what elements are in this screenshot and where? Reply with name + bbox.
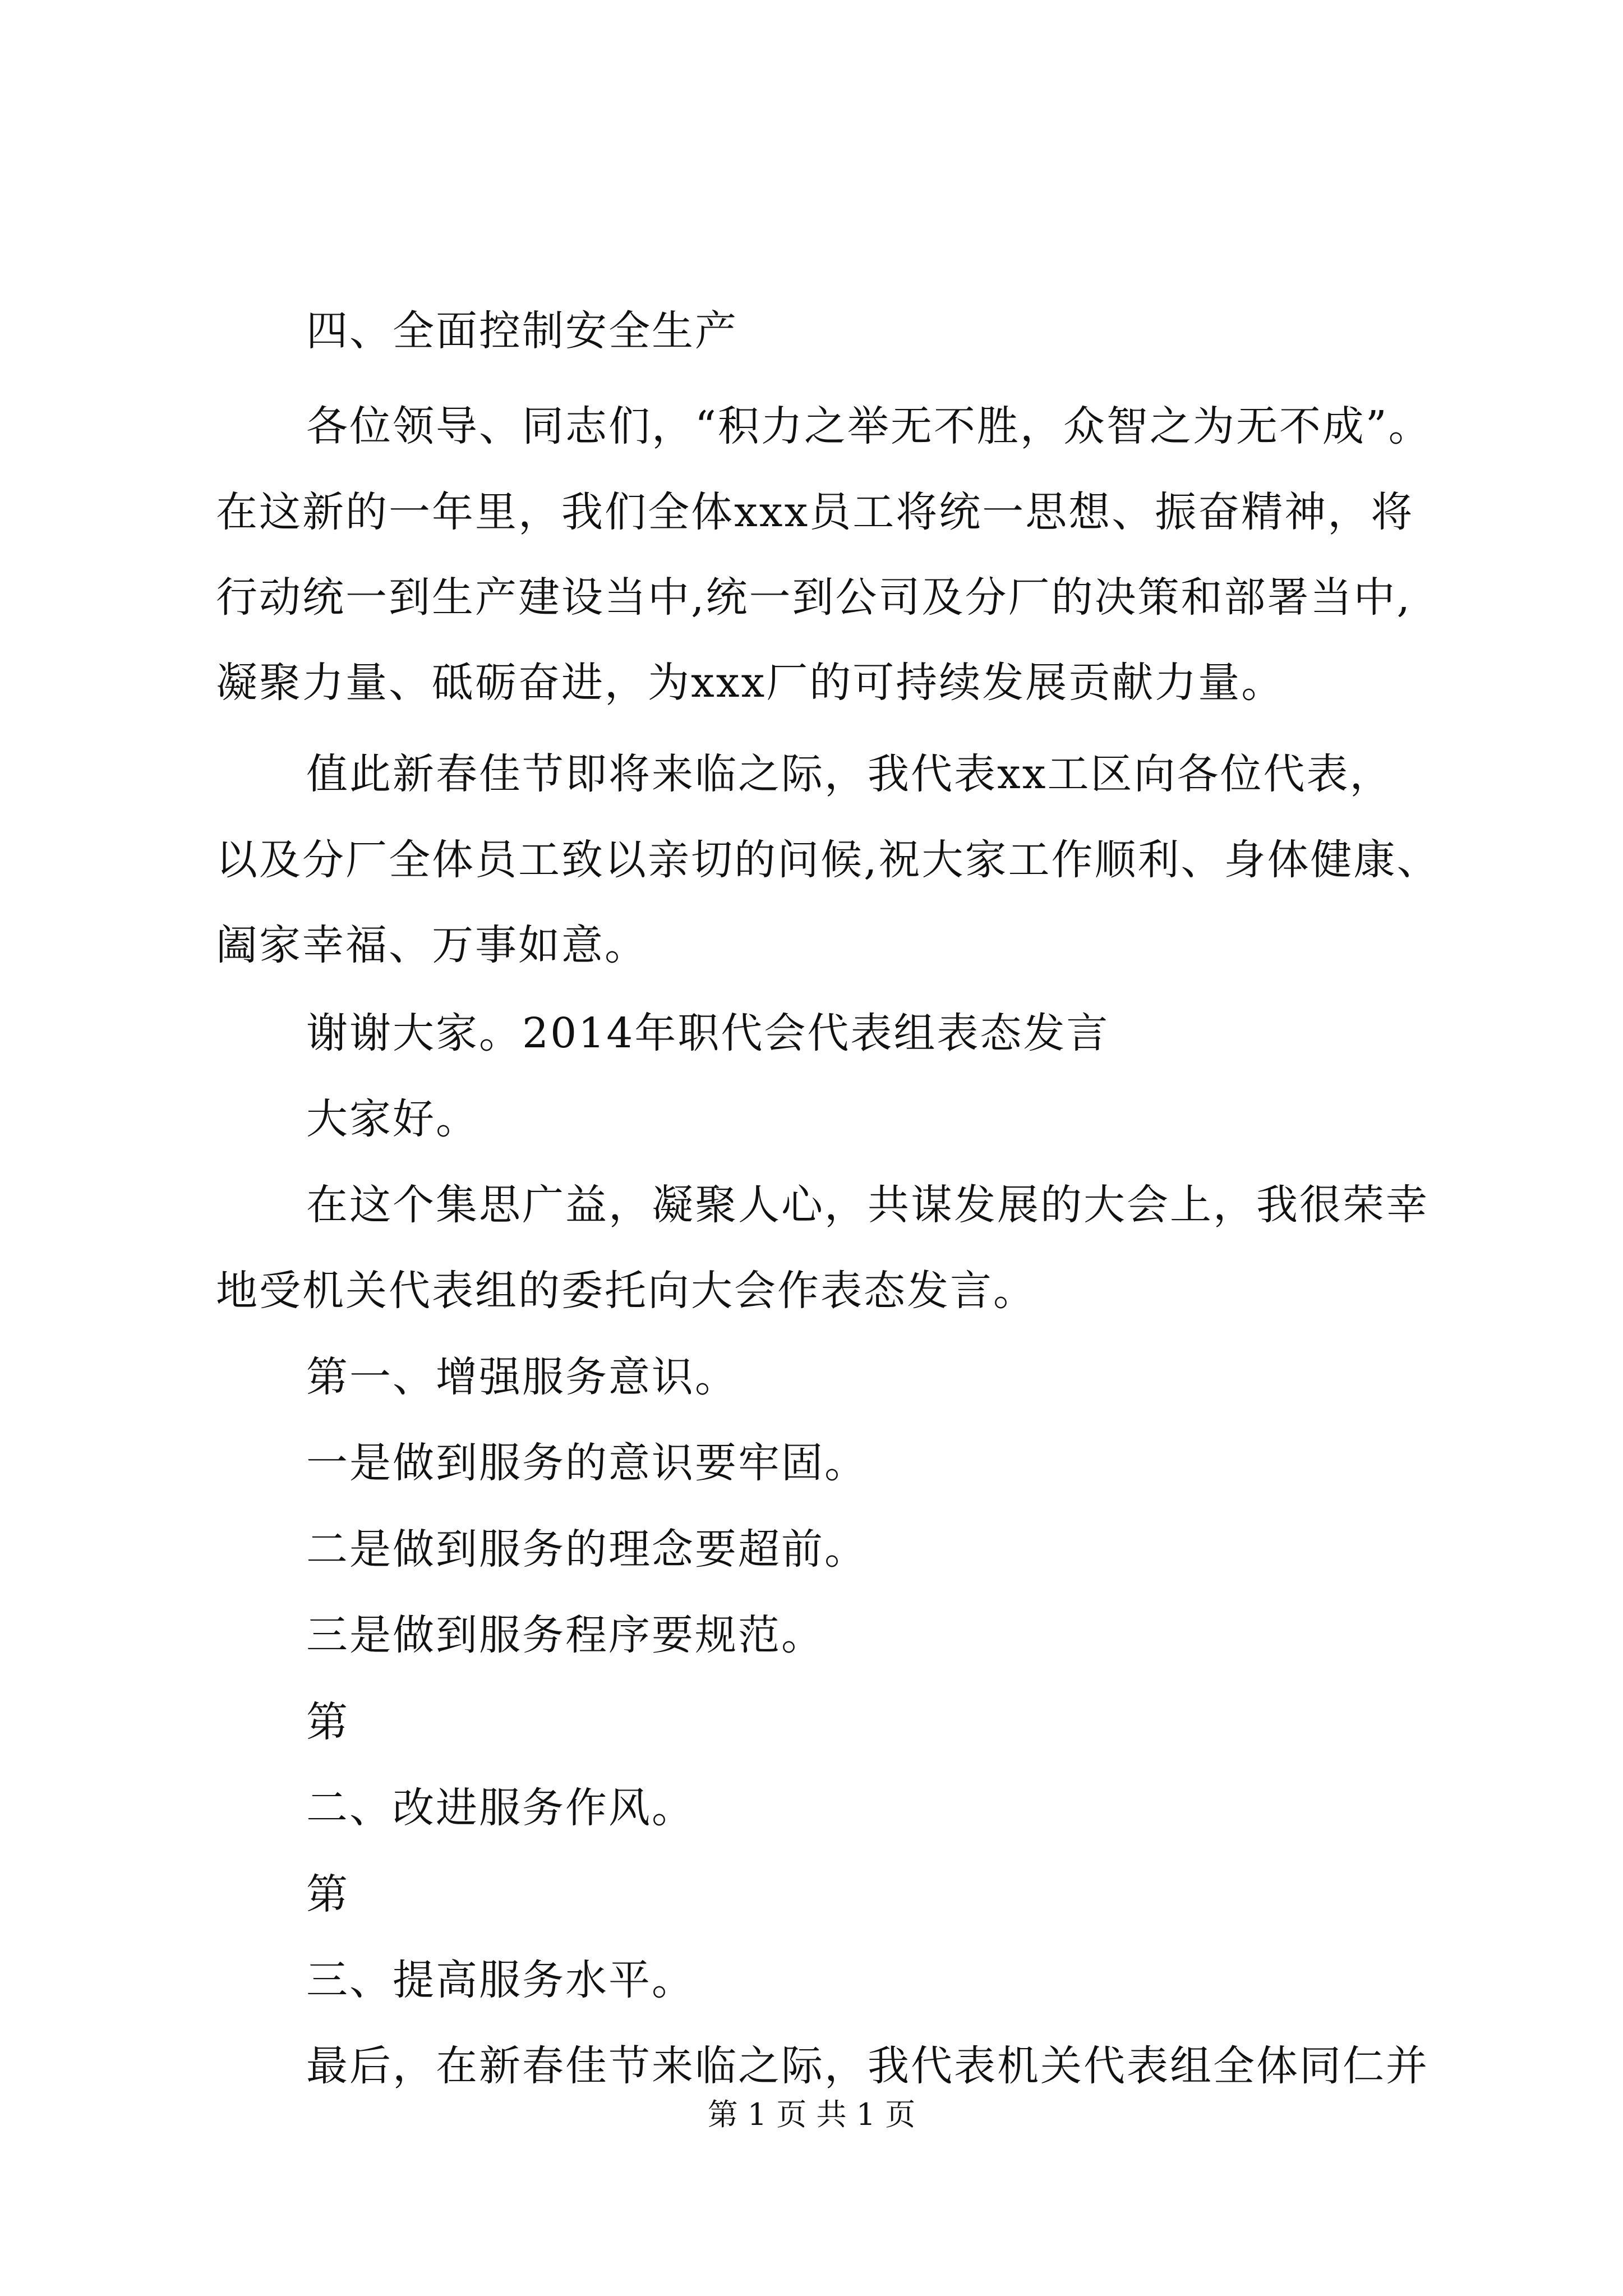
list-item: 二是做到服务的理念要超前。	[306, 1525, 868, 1573]
list-item: 二、改进服务作风。	[306, 1784, 695, 1832]
paragraph-line: 在这新的一年里，我们全体xxx员工将统一思想、振奋精神，将	[216, 488, 1414, 536]
page-footer: 第 1 页 共 1 页	[707, 2097, 916, 2132]
paragraph-line: 值此新春佳节即将来临之际，我代表xx工区向各位代表，	[306, 750, 1393, 798]
paragraph-line: 各位领导、同志们，“积力之举无不胜，众智之为无不成”。	[306, 402, 1432, 450]
paragraph-line: 地受机关代表组的委托向大会作表态发言。	[216, 1267, 1036, 1315]
paragraph-line: 在这个集思广益，凝聚人心，共谋发展的大会上，我很荣幸	[306, 1181, 1429, 1229]
list-item: 第一、增强服务意识。	[306, 1353, 738, 1401]
list-item: 一是做到服务的意识要牢固。	[306, 1439, 868, 1487]
paragraph-line: 阖家幸福、万事如意。	[216, 921, 648, 969]
list-item: 三是做到服务程序要规范。	[306, 1611, 824, 1659]
paragraph-line: 行动统一到生产建设当中,统一到公司及分厂的决策和部署当中,	[216, 573, 1412, 622]
paragraph-line: 谢谢大家。2014年职代会代表组表态发言	[306, 1009, 1110, 1057]
paragraph-line: 第	[306, 1870, 349, 1918]
paragraph-line: 凝聚力量、砥砺奋进，为xxx厂的可持续发展贡献力量。	[216, 659, 1285, 707]
paragraph-line: 大家好。	[306, 1095, 479, 1143]
paragraph-line: 以及分厂全体员工致以亲切的问候,祝大家工作顺利、身体健康、	[216, 836, 1440, 884]
list-item: 三、提高服务水平。	[306, 1956, 695, 2004]
paragraph-line: 第	[306, 1698, 349, 1746]
paragraph-line: 最后，在新春佳节来临之际，我代表机关代表组全体同仁并	[306, 2042, 1429, 2090]
heading-section-four: 四、全面控制安全生产	[306, 307, 738, 355]
